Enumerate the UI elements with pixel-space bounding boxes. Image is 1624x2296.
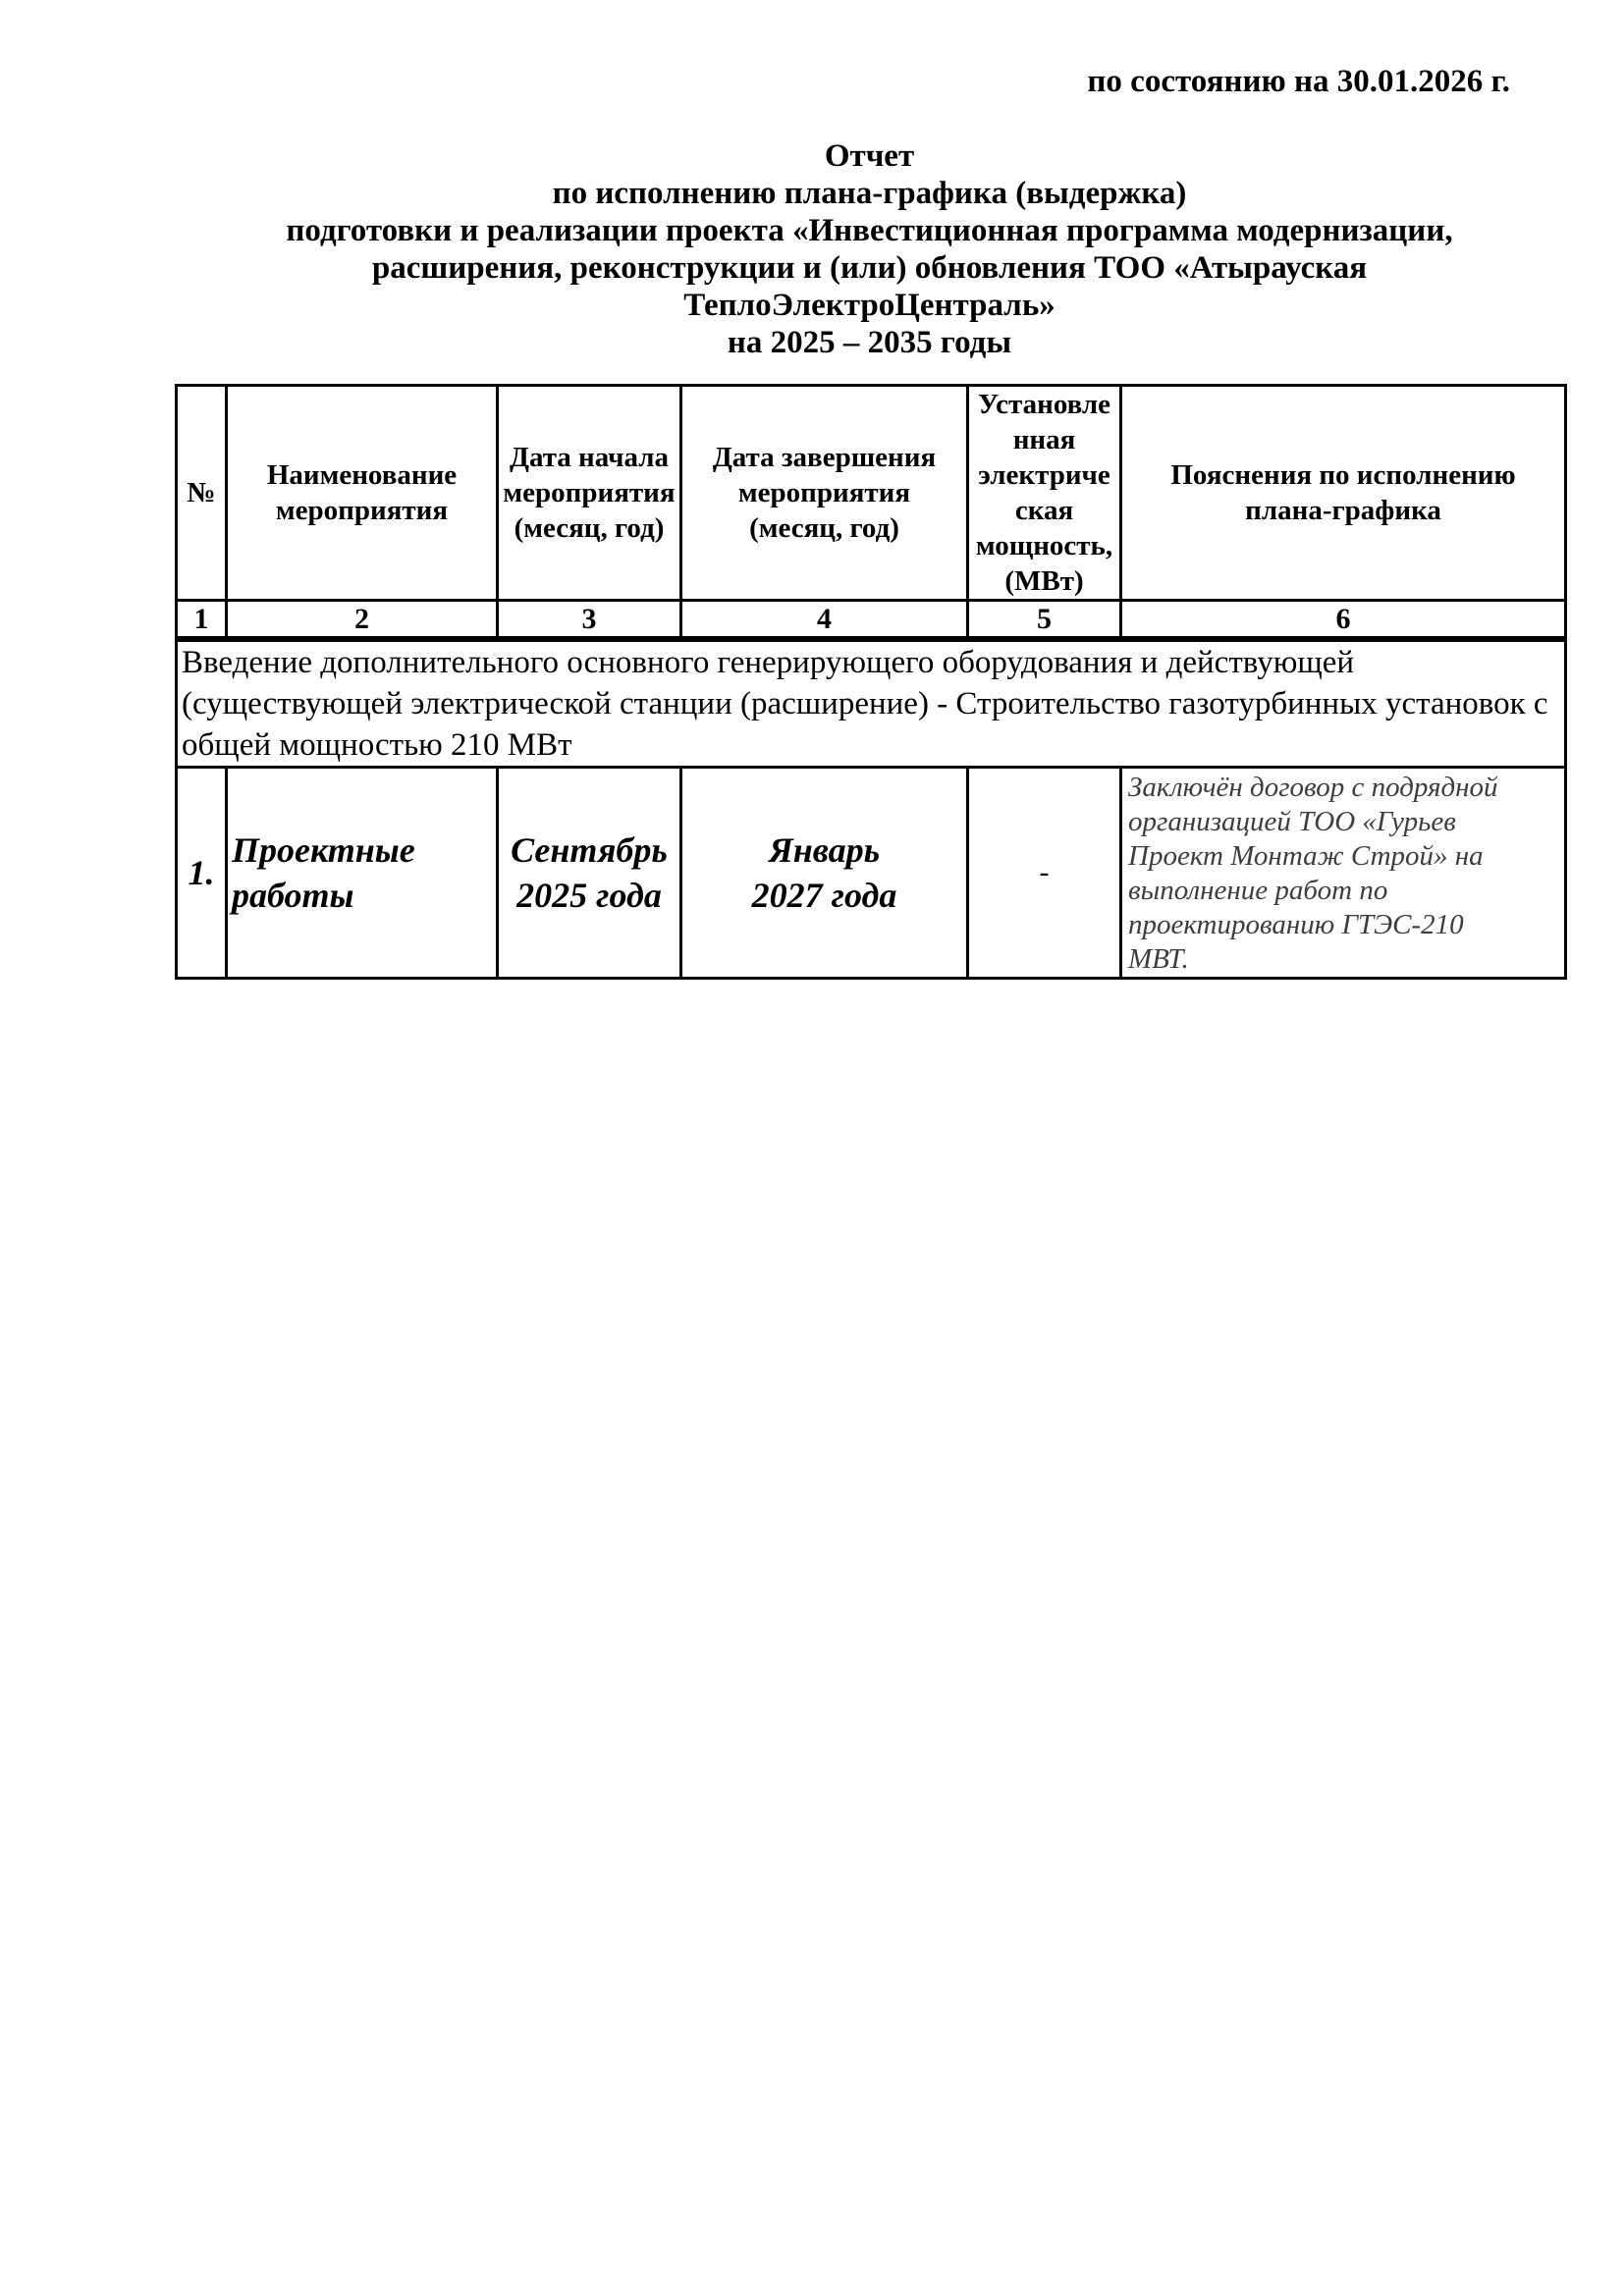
- column-number-cell: 2: [227, 601, 498, 639]
- header-cell-end-date: Дата завершения мероприятия (месяц, год): [681, 386, 968, 601]
- header-cell-capacity: Установле нная электриче ская мощность, (МВт): [968, 386, 1121, 601]
- plan-schedule-table: [175, 384, 1567, 980]
- title-line: Отчет: [824, 138, 915, 174]
- explanation-cell: Заключён договор с подрядной организацией ТОО «Гурьев Проект Монтаж Строй» на выполнение работ по проектированию ГТЭС-210 МВТ.: [1121, 767, 1566, 978]
- header-cell-activity-name: Наименование мероприятия: [227, 386, 498, 601]
- capacity-cell: -: [968, 767, 1121, 978]
- title-line: расширения, реконструкции и (или) обновления ТОО «Атырауская: [371, 250, 1368, 286]
- column-number-cell: 5: [968, 601, 1121, 639]
- header-cell-explanation: Пояснения по исполнению плана-графика: [1121, 386, 1566, 601]
- title-line: на 2025 – 2035 годы: [727, 325, 1012, 360]
- title-line: по исполнению плана-графика (выдержка): [552, 176, 1187, 211]
- document-title: [175, 137, 1564, 361]
- column-number-cell: 4: [681, 601, 968, 639]
- header-cell-start-date: Дата начала мероприятия (месяц, год): [498, 386, 681, 601]
- end-date-cell: Январь 2027 года: [681, 767, 968, 978]
- start-date-cell: Сентябрь 2025 года: [498, 767, 681, 978]
- section-header-cell: Введение дополнительного основного генерирующего оборудования и действующей (существующей электрической станции (расширение) - Строительство газотурбинных установок с общей мощностью 210 МВт: [177, 639, 1566, 768]
- section-header-row: [177, 639, 1566, 768]
- column-number-cell: 6: [1121, 601, 1566, 639]
- title-line: ТеплоЭлектроЦентраль»: [683, 288, 1056, 323]
- title-line: подготовки и реализации проекта «Инвестиционная программа модернизации,: [286, 213, 1453, 248]
- activity-name-cell: Проектные работы: [227, 767, 498, 978]
- row-number-cell: 1.: [177, 767, 227, 978]
- header-cell-number: №: [177, 386, 227, 601]
- table-row: [177, 767, 1566, 978]
- column-number-cell: 1: [177, 601, 227, 639]
- column-number-cell: 3: [498, 601, 681, 639]
- status-date-line: по состоянию на 30.01.2026 г.: [1087, 64, 1510, 99]
- table-header-row: [177, 386, 1566, 601]
- column-numbers-row: [177, 601, 1566, 639]
